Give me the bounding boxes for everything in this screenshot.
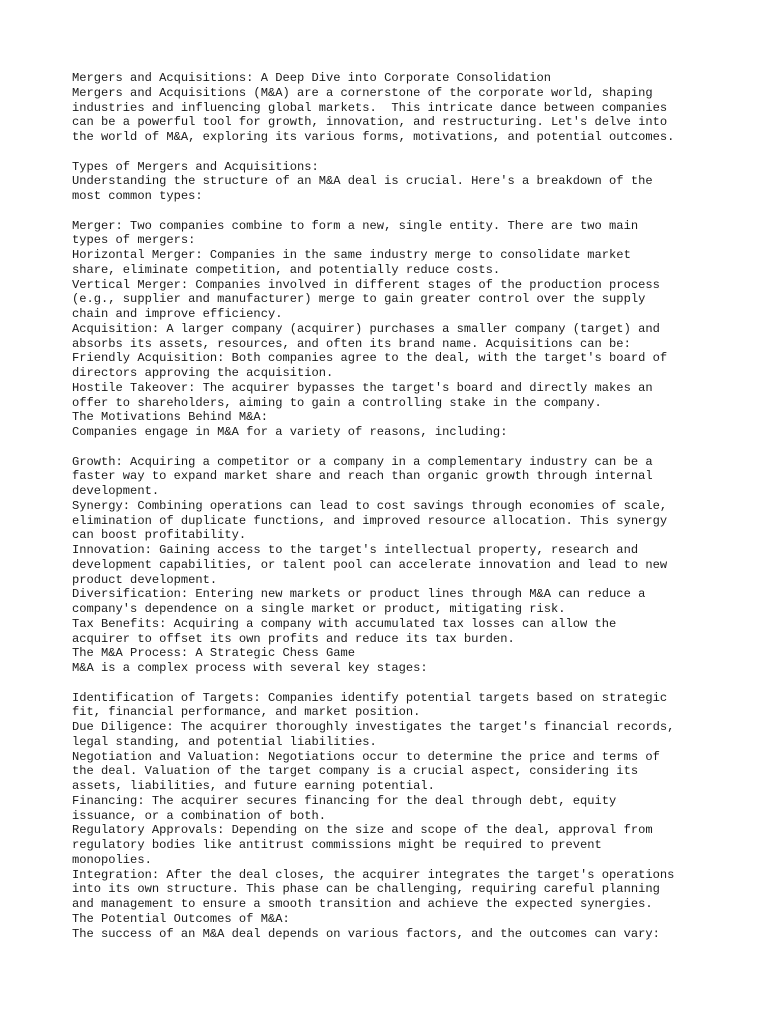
text-line: Hostile Takeover: The acquirer bypasses the target's board and directly makes an xyxy=(72,380,653,395)
text-line: can be a powerful tool for growth, innovation, and restructuring. Let's delve into xyxy=(72,115,668,130)
text-line: Growth: Acquiring a competitor or a company in a complementary industry can be a xyxy=(72,454,653,469)
text-line: chain and improve efficiency. xyxy=(72,307,283,321)
text-line: acquirer to offset its own profits and reduce its tax burden. xyxy=(72,631,515,646)
text-line: Friendly Acquisition: Both companies agree to the deal, with the target's board of xyxy=(72,351,668,366)
text-line: regulatory bodies like antitrust commissions might be required to prevent xyxy=(72,838,602,852)
text-line: offer to shareholders, aiming to gain a controlling stake in the company. xyxy=(72,395,602,410)
text-line: and management to ensure a smooth transition and achieve the expected synergies. xyxy=(72,897,653,911)
text-line: absorbs its assets, resources, and often its brand name. Acquisitions can be: xyxy=(72,336,631,351)
text-line: Negotiation and Valuation: Negotiations occur to determine the price and terms of xyxy=(72,749,660,764)
text-line: Innovation: Gaining access to the target's intellectual property, research and xyxy=(72,543,639,557)
text-line: elimination of duplicate functions, and improved resource allocation. This synergy xyxy=(72,513,668,528)
document-page xyxy=(72,71,712,941)
text-line: fit, financial performance, and market position. xyxy=(72,705,421,720)
text-line: Synergy: Combining operations can lead to cost savings through economies of scale, xyxy=(72,498,668,513)
text-line: Vertical Merger: Companies involved in different stages of the production process xyxy=(72,277,660,292)
text-line: most common types: xyxy=(72,189,203,203)
text-line: The Potential Outcomes of M&A: xyxy=(72,911,290,926)
text-line: M&A is a complex process with several key stages: xyxy=(72,661,428,675)
text-line: development capabilities, or talent pool can accelerate innovation and lead to new xyxy=(72,557,668,572)
text-line: company's dependence on a single market or product, mitigating risk. xyxy=(72,602,566,616)
text-block xyxy=(72,219,712,440)
text-line: monopolies. xyxy=(72,852,152,867)
text-line: The success of an M&A deal depends on various factors, and the outcomes can vary: xyxy=(72,926,660,941)
text-line: Financing: The acquirer secures financing for the deal through debt, equity xyxy=(72,793,617,808)
text-line: issuance, or a combination of both. xyxy=(72,808,327,823)
text-line: Mergers and Acquisitions (M&A) are a cornerstone of the corporate world, shaping xyxy=(72,85,653,100)
text-block xyxy=(72,160,712,204)
text-line: Types of Mergers and Acquisitions: xyxy=(72,159,319,174)
text-line: the deal. Valuation of the target company is a crucial aspect, considering its xyxy=(72,764,639,779)
text-line: (e.g., supplier and manufacturer) merge to gain greater control over the supply xyxy=(72,292,646,307)
text-line: Acquisition: A larger company (acquirer) purchases a smaller company (target) and xyxy=(72,321,660,336)
text-line: industries and influencing global markets. This intricate dance between companies xyxy=(72,100,668,115)
text-line: Integration: After the deal closes, the acquirer integrates the target's operations xyxy=(72,867,675,882)
text-line: The Motivations Behind M&A: xyxy=(72,410,268,425)
text-block xyxy=(72,71,712,145)
paragraph-gap xyxy=(72,676,712,691)
text-line: types of mergers: xyxy=(72,233,196,248)
text-line: faster way to expand market share and reach than organic growth through internal xyxy=(72,469,653,484)
text-line: Merger: Two companies combine to form a new, single entity. There are two main xyxy=(72,218,639,233)
text-block xyxy=(72,455,712,676)
text-line: Tax Benefits: Acquiring a company with accumulated tax losses can allow the xyxy=(72,616,617,631)
text-line: Diversification: Entering new markets or product lines through M&A can reduce a xyxy=(72,587,646,602)
paragraph-gap xyxy=(72,204,712,219)
paragraph-gap xyxy=(72,440,712,455)
text-line: assets, liabilities, and future earning potential. xyxy=(72,779,435,793)
paragraph-gap xyxy=(72,145,712,160)
text-line: into its own structure. This phase can be challenging, requiring careful planning xyxy=(72,882,660,897)
text-line: Due Diligence: The acquirer thoroughly investigates the target's financial records, xyxy=(72,720,675,734)
text-line: The M&A Process: A Strategic Chess Game xyxy=(72,646,356,661)
text-line: the world of M&A, exploring its various forms, motivations, and potential outcomes. xyxy=(72,130,675,144)
text-line: directors approving the acquisition. xyxy=(72,366,334,380)
text-line: Identification of Targets: Companies identify potential targets based on strategic xyxy=(72,690,668,705)
text-line: development. xyxy=(72,484,160,498)
text-block xyxy=(72,691,712,942)
text-line: can boost profitability. xyxy=(72,528,247,543)
text-line: legal standing, and potential liabilities. xyxy=(72,734,377,749)
text-line: Horizontal Merger: Companies in the same industry merge to consolidate market xyxy=(72,248,631,262)
text-line: share, eliminate competition, and potentially reduce costs. xyxy=(72,262,501,277)
document-title: Mergers and Acquisitions: A Deep Dive into Corporate Consolidation xyxy=(72,71,551,85)
text-line: product development. xyxy=(72,572,218,587)
text-line: Companies engage in M&A for a variety of reasons, including: xyxy=(72,425,508,439)
text-line: Understanding the structure of an M&A deal is crucial. Here's a breakdown of the xyxy=(72,174,653,189)
text-line: Regulatory Approvals: Depending on the size and scope of the deal, approval from xyxy=(72,823,653,838)
